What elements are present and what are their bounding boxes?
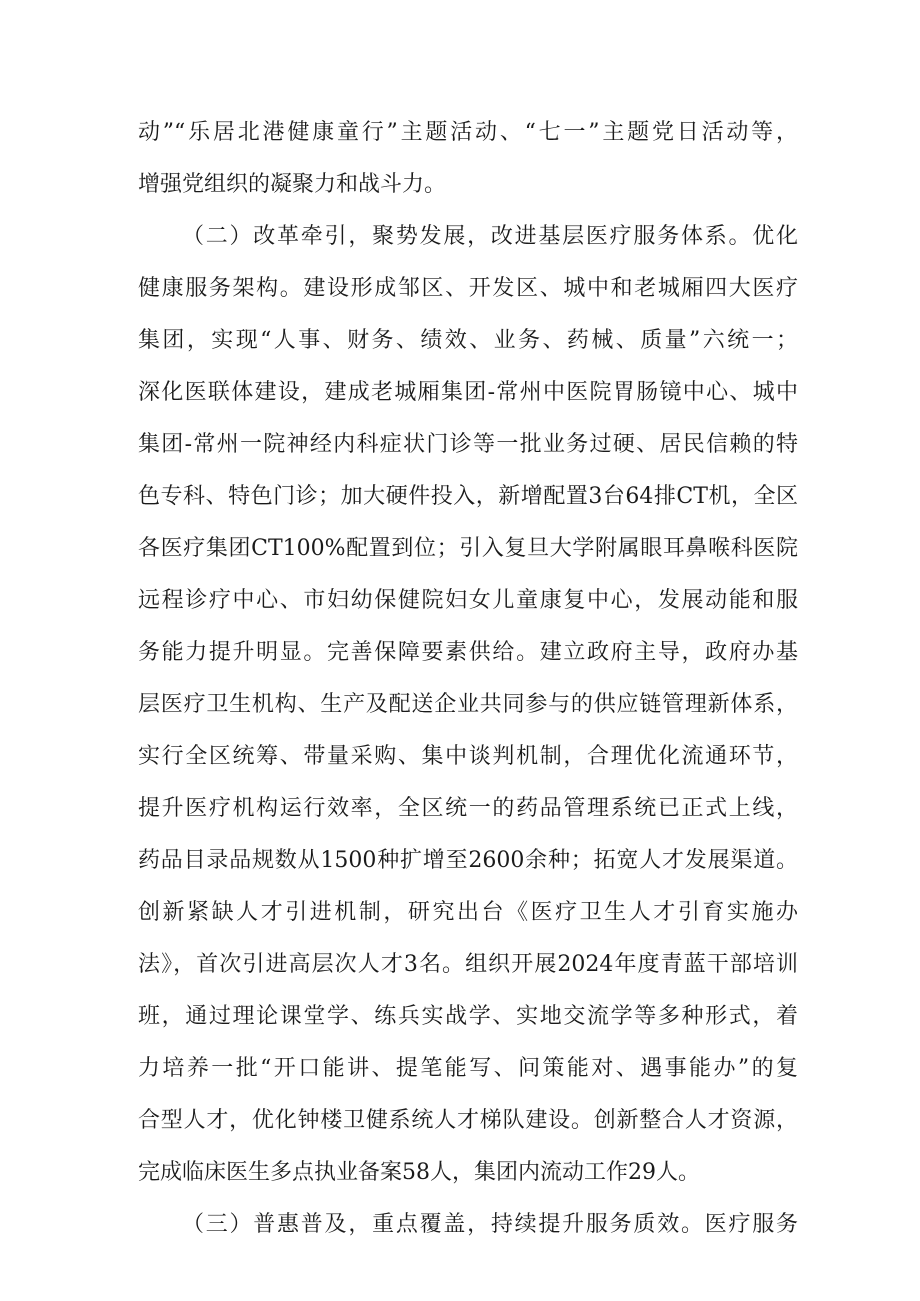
text-line: 完成临床医生多点执业备案58人，集团内流动工作29人。 bbox=[138, 1160, 700, 1185]
text-line: 色专科、特色门诊；加大硬件投入，新增配置3台64排CT机，全区 bbox=[138, 484, 798, 509]
paragraph-continuation bbox=[138, 107, 798, 211]
section-heading-line: （二）改革牵引，聚势发展，改进基层医疗服务体系。优化 bbox=[182, 224, 798, 249]
text-line: 药品目录品规数从1500种扩增至2600余种；拓宽人才发展渠道。 bbox=[138, 848, 798, 873]
text-line: 务能力提升明显。完善保障要素供给。建立政府主导，政府办基 bbox=[138, 640, 798, 665]
text-line: 集团，实现“人事、财务、绩效、业务、药械、质量”六统一； bbox=[138, 328, 798, 353]
section-heading-line: （三）普惠普及，重点覆盖，持续提升服务质效。医疗服务 bbox=[182, 1212, 798, 1237]
paragraph-section-3 bbox=[138, 1199, 798, 1251]
text-line: 增强党组织的凝聚力和战斗力。 bbox=[138, 172, 447, 197]
text-line: 实行全区统筹、带量采购、集中谈判机制，合理优化流通环节， bbox=[138, 744, 798, 769]
text-line: 远程诊疗中心、市妇幼保健院妇女儿童康复中心，发展动能和服 bbox=[138, 588, 798, 613]
text-line: 法》，首次引进高层次人才3名。组织开展2024年度青蓝干部培训 bbox=[138, 952, 798, 977]
text-line: 各医疗集团CT100%配置到位；引入复旦大学附属眼耳鼻喉科医院 bbox=[138, 536, 798, 561]
text-line: 健康服务架构。建设形成邹区、开发区、城中和老城厢四大医疗 bbox=[138, 276, 798, 301]
text-line: 提升医疗机构运行效率，全区统一的药品管理系统已正式上线， bbox=[138, 796, 798, 821]
text-line: 合型人才，优化钟楼卫健系统人才梯队建设。创新整合人才资源， bbox=[138, 1108, 798, 1133]
text-line: 集团-常州一院神经内科症状门诊等一批业务过硬、居民信赖的特 bbox=[138, 432, 798, 457]
text-line: 深化医联体建设，建成老城厢集团-常州中医院胃肠镜中心、城中 bbox=[138, 380, 798, 405]
document-body bbox=[138, 107, 798, 1251]
text-line: 动”“乐居北港健康童行”主题活动、“七一”主题党日活动等， bbox=[138, 120, 798, 145]
paragraph-section-2 bbox=[138, 211, 798, 1199]
text-line: 力培养一批“开口能讲、提笔能写、问策能对、遇事能办”的复 bbox=[138, 1056, 798, 1081]
text-line: 层医疗卫生机构、生产及配送企业共同参与的供应链管理新体系， bbox=[138, 692, 798, 717]
text-line: 班，通过理论课堂学、练兵实战学、实地交流学等多种形式，着 bbox=[138, 1004, 798, 1029]
text-line: 创新紧缺人才引进机制，研究出台《医疗卫生人才引育实施办 bbox=[138, 900, 798, 925]
